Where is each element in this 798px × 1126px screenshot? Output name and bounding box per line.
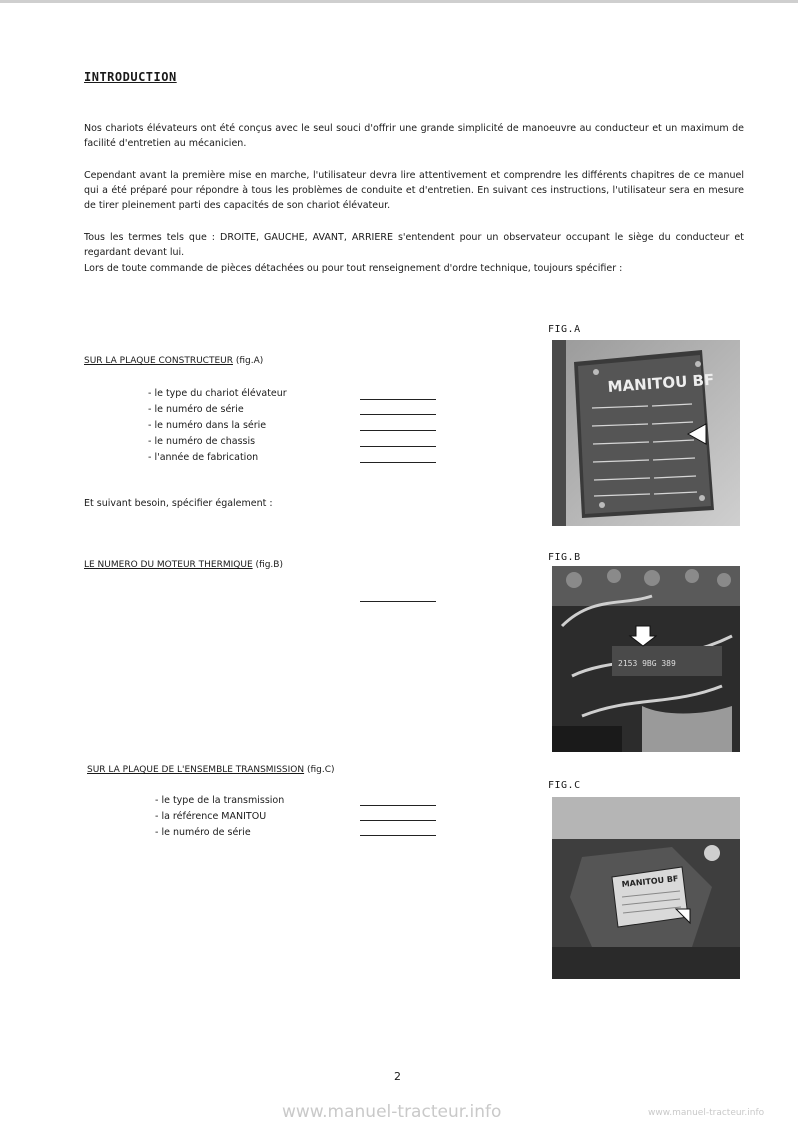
intro-paragraph-3: Tous les termes tels que : DROITE, GAUCHE, AVANT, ARRIERE s'entendent pour un observateur occupant le siège du conducteur et regardant devant lui. bbox=[84, 232, 744, 258]
intro-paragraph-2: Cependant avant la première mise en marche, l'utilisateur devra lire attentivement et comprendre les différents chapitres de ce manuel qui a été préparé pour répondre à tous les problèmes de conduite et d'entretien. En suivant ces instructions, l'utilisateur sera en mesure de tirer pleinement parti des capacités de son chariot élévateur. bbox=[84, 170, 744, 211]
fig-c-photo bbox=[552, 797, 740, 979]
fig-c-plate-brand: MANITOU BF bbox=[621, 874, 679, 889]
intro-paragraph-1: Nos chariots élévateurs ont été conçus avec le seul souci d'offrir une grande simplicité de manoeuvre au conducteur et un maximum de facilité d'entretien au mécanicien. bbox=[84, 123, 744, 149]
list-item: - le numéro de série bbox=[155, 827, 251, 838]
page-number: 2 bbox=[394, 1070, 401, 1083]
section-c-ref: (fig.C) bbox=[306, 765, 335, 775]
intro-paragraph-4: Lors de toute commande de pièces détachées ou pour tout renseignement d'ordre technique, toujours spécifier : bbox=[84, 263, 623, 274]
list-item: - le type du chariot élévateur bbox=[148, 388, 287, 399]
section-b-ref: (fig.B) bbox=[255, 560, 283, 570]
fig-a-photo bbox=[552, 340, 740, 526]
fill-in-line bbox=[360, 414, 436, 415]
list-item: - la référence MANITOU bbox=[155, 811, 267, 822]
fill-in-line bbox=[360, 462, 436, 463]
fill-in-line bbox=[360, 399, 436, 400]
fill-in-line bbox=[360, 601, 436, 602]
fig-b-engine-number: 2153 9BG 389 bbox=[618, 659, 676, 668]
watermark-right: www.manuel-tracteur.info bbox=[648, 1108, 765, 1118]
section-b-heading bbox=[84, 560, 283, 570]
watermark-center: www.manuel-tracteur.info bbox=[282, 1102, 502, 1122]
section-a-list bbox=[148, 386, 287, 466]
section-c-heading bbox=[87, 765, 335, 775]
fill-in-line bbox=[360, 446, 436, 447]
fig-a-label: FIG.A bbox=[548, 324, 581, 335]
fig-c-label: FIG.C bbox=[548, 780, 581, 791]
fill-in-line bbox=[360, 430, 436, 431]
list-item: - le numéro dans la série bbox=[148, 420, 267, 431]
fig-b-label: FIG.B bbox=[548, 552, 581, 563]
section-c-list bbox=[155, 793, 284, 841]
fill-in-line bbox=[360, 820, 436, 821]
list-item: - le numéro de série bbox=[148, 404, 244, 415]
fill-in-line bbox=[360, 805, 436, 806]
section-a-ref: (fig.A) bbox=[235, 356, 264, 366]
list-item: - l'année de fabrication bbox=[148, 452, 259, 463]
section-a-title: SUR LA PLAQUE CONSTRUCTEUR bbox=[84, 356, 233, 366]
section-a-heading bbox=[84, 356, 263, 366]
list-item: - le numéro de chassis bbox=[148, 436, 256, 447]
section-b-title: LE NUMERO DU MOTEUR THERMIQUE bbox=[84, 560, 253, 570]
section-c-title: SUR LA PLAQUE DE L'ENSEMBLE TRANSMISSION bbox=[87, 765, 305, 775]
fig-b-photo bbox=[552, 566, 740, 752]
fill-in-line bbox=[360, 835, 436, 836]
top-border bbox=[0, 0, 798, 3]
list-item: - le type de la transmission bbox=[155, 795, 285, 806]
page-title: INTRODUCTION bbox=[84, 70, 177, 84]
besoin-text: Et suivant besoin, spécifier également : bbox=[84, 498, 273, 509]
fig-a-plate-brand: MANITOU BF bbox=[607, 370, 715, 396]
